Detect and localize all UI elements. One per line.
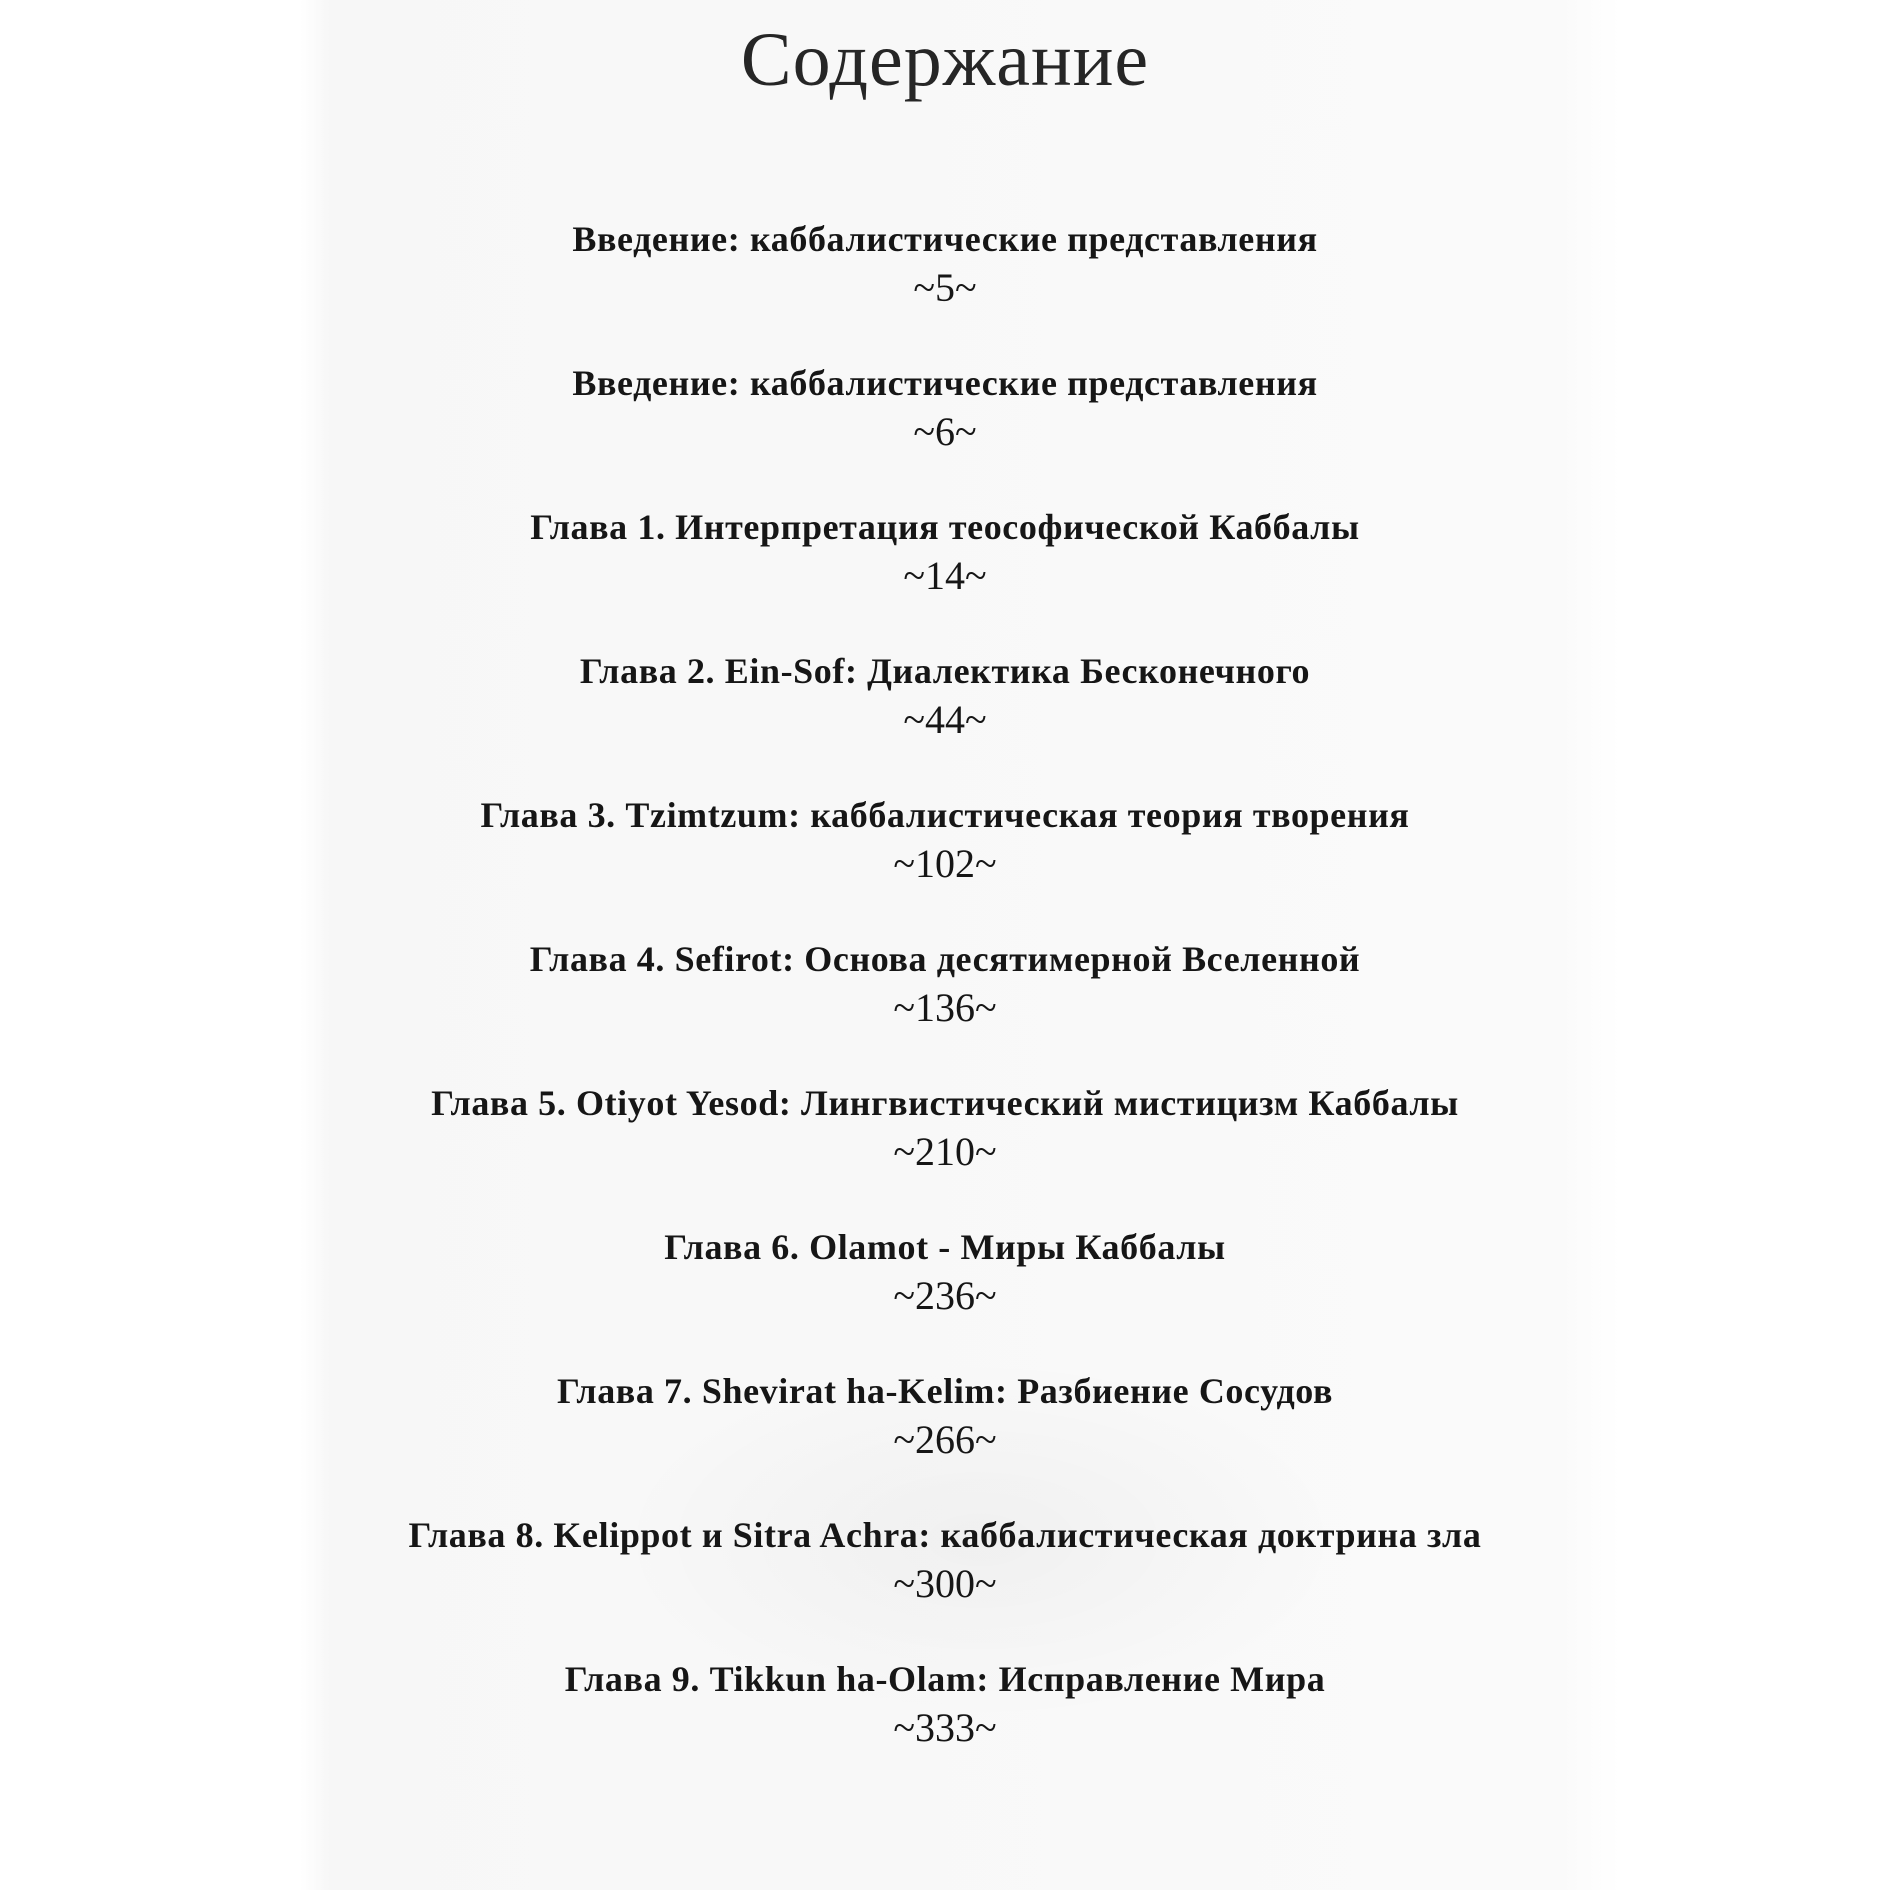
toc-entry-title: Глава 2. Ein-Sof: Диалектика Бесконечного: [579, 651, 1311, 691]
toc-entry-page-number: ~5~: [913, 265, 977, 310]
toc-entry-chapter-6: [0, 1222, 1890, 1366]
toc-entry-title: Глава 9. Tikkun ha-Olam: Исправление Мира: [564, 1659, 1326, 1699]
toc-entry-chapter-3: [0, 790, 1890, 934]
toc-entry-page-number: ~136~: [893, 985, 997, 1030]
toc-entry-chapter-5: [0, 1078, 1890, 1222]
toc-entry-title: Глава 1. Интерпретация теософической Каббалы: [530, 507, 1360, 547]
toc-entry-intro-1: [0, 214, 1890, 358]
toc-entry-title: Глава 5. Otiyot Yesod: Лингвистический мистицизм Каббалы: [431, 1083, 1459, 1123]
toc-entry-chapter-4: [0, 934, 1890, 1078]
toc-entry-page-number: ~333~: [893, 1705, 997, 1750]
toc-entry-chapter-8: [0, 1510, 1890, 1654]
toc-entry-chapter-2: [0, 646, 1890, 790]
toc-entry-title: Глава 3. Tzimtzum: каббалистическая теория творения: [480, 795, 1410, 835]
toc-entry-chapter-9: [0, 1654, 1890, 1798]
toc-entry-title: Глава 7. Shevirat ha-Kelim: Разбиение Сосудов: [556, 1371, 1334, 1411]
toc-entry-chapter-7: [0, 1366, 1890, 1510]
toc-entry-intro-2: [0, 358, 1890, 502]
toc-entry-title: Глава 8. Kelippot и Sitra Achra: каббалистическая доктрина зла: [408, 1515, 1482, 1555]
toc-entry-chapter-1: [0, 502, 1890, 646]
toc-entry-page-number: ~210~: [893, 1129, 997, 1174]
toc-entry-page-number: ~6~: [913, 409, 977, 454]
toc-entry-title: Введение: каббалистические представления: [572, 363, 1318, 403]
toc-entry-page-number: ~102~: [893, 841, 997, 886]
toc-entry-page-number: ~44~: [903, 697, 987, 742]
toc-entry-title: Глава 4. Sefirot: Основа десятимерной Вселенной: [529, 939, 1361, 979]
toc-entry-title: Глава 6. Olamot - Миры Каббалы: [664, 1227, 1226, 1267]
toc-entry-title: Введение: каббалистические представления: [572, 219, 1318, 259]
toc-entry-page-number: ~236~: [893, 1273, 997, 1318]
page-title: Содержание: [740, 18, 1150, 102]
toc-entry-page-number: ~300~: [893, 1561, 997, 1606]
table-of-contents: [0, 214, 1890, 1798]
toc-entry-page-number: ~14~: [903, 553, 987, 598]
toc-entry-page-number: ~266~: [893, 1417, 997, 1462]
